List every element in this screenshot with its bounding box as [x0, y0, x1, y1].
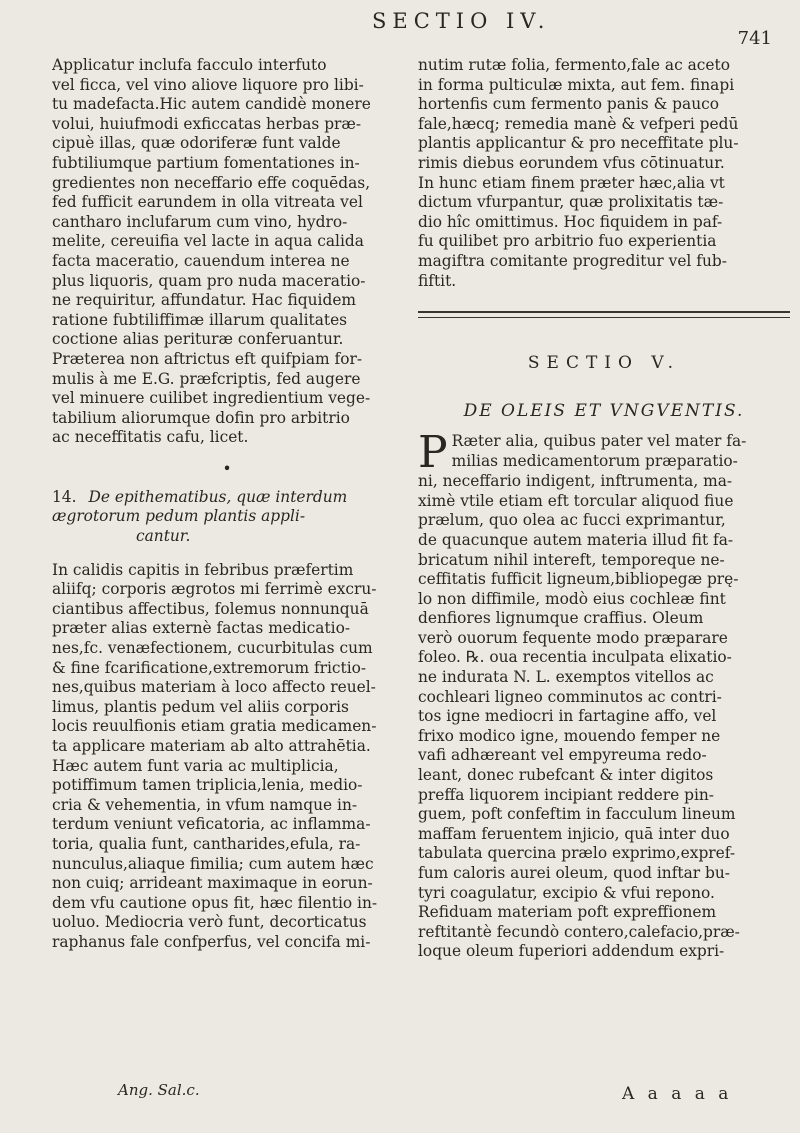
section-title: SECTIO V.: [527, 353, 681, 374]
text-line: rimis diebus eorundem vfus cōtinuatur.: [418, 153, 725, 172]
running-head: SECTIO IV.: [372, 9, 551, 33]
text-line: tyri coagulatur, excipio & vfui repono.: [418, 883, 715, 902]
text-line: ac neceffitatis cafu, licet.: [52, 428, 249, 447]
text-line: & fine fcarificatione,extremorum frictio-: [52, 658, 367, 677]
ornament-dot: •: [222, 459, 232, 478]
text-line: fiftit.: [418, 271, 457, 290]
text-line: ceffitatis fufficit ligneum,bibliopegæ prę-: [418, 570, 739, 589]
text-line: facta maceratio, cauendum interea ne: [52, 251, 350, 270]
right-paragraph-2: [418, 427, 790, 962]
section-divider: [418, 311, 790, 318]
text-line: in forma pulticulæ mixta, aut fem. finapi: [418, 75, 735, 94]
text-line: ni, neceffario indigent, inftrumenta, ma-: [418, 472, 733, 491]
text-line: non cuiq; arrideant maximaque in eorun-: [52, 874, 373, 893]
text-line: Ræter alia, quibus pater vel mater fa-: [451, 432, 747, 451]
text-line: preffa liquorem incipiant reddere pin-: [418, 785, 714, 804]
text-line: guem, poft confeftim in facculum lineum: [418, 805, 736, 824]
text-line: locis reuulfionis etiam gratia medicamen-: [52, 717, 377, 736]
text-line: aliifq; corporis ægrotos mi ferrimè excru-: [52, 580, 377, 599]
text-line: prælum, quo olea ac fucci exprimantur,: [418, 511, 726, 530]
text-line: tabilium aliorumque dofin pro arbitrio: [52, 408, 350, 427]
text-line: potiffimum tamen triplicia,lenia, medio-: [52, 776, 363, 795]
text-line: limus, plantis pedum vel aliis corporis: [52, 697, 349, 716]
text-line: cria & vehementia, in vfum namque in-: [52, 795, 358, 814]
left-paragraph-2: [52, 561, 402, 953]
drop-cap-lines: [418, 427, 790, 479]
text-line: ne indurata N. L. exemptos vitellos ac: [418, 668, 714, 687]
text-line: lo non diffimile, modò eius cochleæ fint: [418, 589, 726, 608]
text-line: dem vfu cautione opus fit, hæc filentio in-: [52, 893, 378, 912]
text-line: ne requiritur, affundatur. Hac fiquidem: [52, 291, 357, 310]
text-line: toria, qualia funt, cantharides,efula, ra-: [52, 834, 361, 853]
text-line: nunculus,aliaque fimilia; cum autem hæc: [52, 854, 374, 873]
text-line: bricatum nihil intereft, temporeque ne-: [418, 550, 725, 569]
text-line: raphanus fale confperfus, vel concifa mi-: [52, 932, 371, 951]
text-line: magiftra comitante progreditur vel fub-: [418, 251, 727, 270]
text-line: dio hîc omittimus. Hoc fiquidem in paf-: [418, 212, 723, 231]
text-line: maffam feruentem injicio, quā inter duo: [418, 824, 730, 843]
heading-number: 14.: [52, 487, 77, 506]
text-line: vel ficca, vel vino aliove liquore pro libi-: [52, 75, 364, 94]
catchwords: Ang. Sal.c.: [118, 1081, 200, 1099]
section-14-heading: [52, 488, 402, 547]
signature-mark: A a a a a: [622, 1084, 733, 1104]
text-line: ratione fubtiliffimæ illarum qualitates: [52, 310, 348, 329]
drop-cap: P: [418, 427, 448, 479]
text-line: vel minuere cuilibet ingredientium vege-: [52, 389, 371, 408]
text-line: tabulata quercina prælo exprimo,expref-: [418, 844, 736, 863]
text-line: Applicatur inclufa facculo interfuto: [52, 56, 327, 74]
text-line: mulis à me E.G. præfcriptis, fed augere: [52, 369, 361, 388]
text-line: de quacunque autem materia illud fit fa-: [418, 530, 734, 549]
right-column: [418, 56, 790, 962]
page-number: 741: [737, 28, 772, 49]
text-line: cipuè illas, quæ odoriferæ funt valde: [52, 134, 341, 153]
text-line: dictum vfurpantur, quæ prolixitatis tæ-: [418, 193, 724, 212]
text-line: ta applicare materiam ab alto attrahētia.: [52, 737, 371, 755]
text-line: ciantibus affectibus, folemus nonnunquā: [52, 599, 369, 618]
text-line: vafi adhæreant vel empyreuma redo-: [418, 746, 707, 765]
text-line: nes,fc. venæfectionem, cucurbitulas cum: [52, 639, 373, 658]
text-line: fed fufficit earundem in olla vitreata vel: [52, 193, 363, 212]
text-line: leant, donec rubefcant & inter digitos: [418, 766, 714, 785]
section-heading: DE OLEIS ET VNGVENTIS.: [463, 401, 745, 422]
text-line: frixo modico igne, mouendo femper ne: [418, 726, 721, 745]
text-line: foleo. ℞. oua recentia inculpata elixatio-: [418, 648, 732, 667]
text-line: plus liquoris, quam pro nuda maceratio-: [52, 271, 366, 290]
text-line: Præterea non aftrictus eft quifpiam for-: [52, 349, 363, 368]
text-line: loque oleum fuperiori addendum expri-: [418, 942, 725, 961]
text-line: Hæc autem funt varia ac multiplicia,: [52, 756, 339, 775]
text-line: volui, huiufmodi exficcatas herbas præ-: [52, 114, 362, 133]
text-line: tu madefacta.Hic autem candidè monere: [52, 95, 371, 114]
heading-line: ægrotorum pedum plantis appli-: [52, 507, 306, 526]
text-line: melite, cereuifia vel lacte in aqua calida: [52, 232, 364, 251]
text-line: cochleari ligneo comminutos ac contri-: [418, 687, 722, 706]
text-line: verò ouorum fequente modo præparare: [418, 628, 728, 647]
text-line: præter alias externè factas medicatio-: [52, 619, 351, 638]
text-line: fubtiliumque partium fomentationes in-: [52, 153, 360, 172]
left-column: [52, 56, 402, 953]
paragraph-body: [418, 472, 790, 962]
text-line: hortenfis cum fermento panis & pauco: [418, 95, 720, 114]
text-line: fu quilibet pro arbitrio fuo experientia: [418, 232, 717, 251]
text-line: cantharo inclufarum cum vino, hydro-: [52, 212, 348, 231]
text-line: In calidis capitis in febribus præfertim: [52, 560, 354, 579]
heading-line: cantur.: [136, 527, 191, 546]
text-line: In hunc etiam finem præter hæc,alia vt: [418, 173, 725, 192]
text-line: Refiduam materiam poft expreffionem: [418, 903, 717, 922]
text-line: plantis applicantur & pro neceffitate plu-: [418, 134, 739, 153]
text-line: coctione alias perituræ conferuantur.: [52, 330, 344, 349]
text-line: fale,hæcq; remedia manè & vefperi pedū: [418, 114, 739, 133]
heading-line: De epithematibus, quæ interdum: [88, 487, 348, 506]
text-line: fum caloris aurei oleum, quod inftar bu-: [418, 864, 730, 882]
text-line: denfiores lignumque craffius. Oleum: [418, 609, 704, 628]
right-paragraph-1: [418, 56, 790, 291]
text-line: uoluo. Mediocria verò funt, decorticatus: [52, 913, 367, 932]
text-line: nutim rutæ folia, fermento,fale ac aceto: [418, 56, 730, 74]
text-line: tos igne mediocri in fartagine affo, vel: [418, 707, 717, 726]
text-line: milias medicamentorum præparatio-: [451, 451, 738, 470]
text-line: reftitantè fecundò contero,calefacio,præ-: [418, 922, 740, 941]
text-line: ximè vtile etiam eft torcular aliquod fiue: [418, 491, 734, 510]
text-line: nes,quibus materiam à loco affecto reuel-: [52, 678, 376, 697]
left-paragraph-1: [52, 56, 402, 448]
text-line: gredientes non neceffario effe coquēdas,: [52, 173, 371, 192]
text-line: terdum veniunt veficatoria, ac inflamma-: [52, 815, 371, 834]
